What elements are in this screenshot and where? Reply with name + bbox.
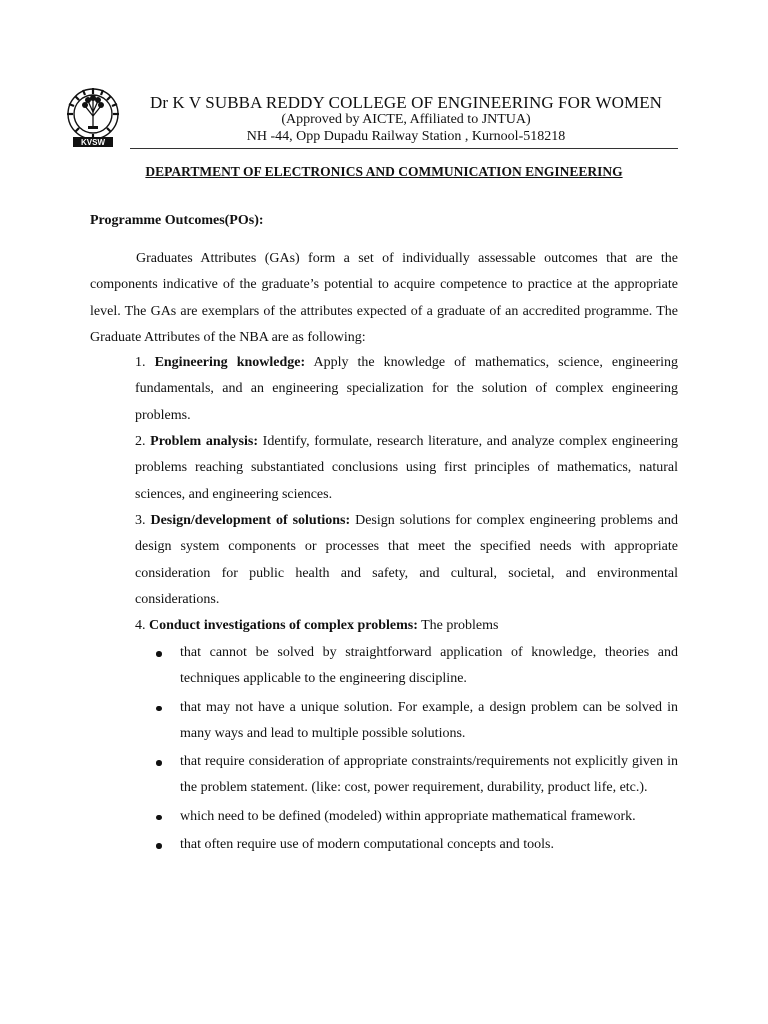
list-item [135,640,678,693]
list-item-text: that cannot be solved by straightforward application of knowledge, theories and techniques applicable to the engineering discipline. [180,645,678,687]
college-logo [64,86,122,148]
outcome-number: 4. [135,618,146,633]
bullet-icon [156,815,162,821]
intro-paragraph: Graduates Attributes (GAs) form a set of individually assessable outcomes that are the components indicative of the graduate’s potential to acquire competence to practice at the appropriate level. The GAs are exemplars of the attributes expected of a graduate of an accredited programme. The Graduate Attributes of the NBA are as following: [90,251,678,345]
bullet-icon [156,760,162,766]
outcome-text: Apply the knowledge of mathematics, science, engineering fundamentals, and an engineering specialization for the solution of complex engineering problems. [135,355,678,423]
outcome-item [135,613,678,639]
header-divider [130,148,678,149]
outcome-title: Conduct investigations of complex problems: [149,618,418,633]
outcome-text: Design solutions for complex engineering problems and design system components or processes that meet the specified needs with appropriate consideration for public health and safety, and cultural, societal, and environmental considerations. [135,513,678,607]
list-item [135,832,678,858]
bullet-icon [156,706,162,712]
outcome-text: The problems [421,618,499,633]
college-name: Dr K V SUBBA REDDY COLLEGE OF ENGINEERING FOR WOMEN [149,93,663,112]
list-item-text: that may not have a unique solution. For example, a design problem can be solved in many ways and lead to multiple possible solutions. [180,699,678,741]
list-item-text: that require consideration of appropriate constraints/requirements not explicitly given in the problem statement. (like: cost, power requirement, durability, product life, etc.). [180,754,678,796]
outcome-item [135,508,678,613]
section-heading: Programme Outcomes(POs): [90,213,264,228]
college-approval: (Approved by AICTE, Affiliated to JNTUA) [281,112,531,127]
outcome-title: Problem analysis: [150,434,259,449]
outcome-number: 2. [135,434,146,449]
outcome-number: 1. [135,355,146,370]
list-item-text: that often require use of modern computational concepts and tools. [180,837,555,853]
list-item [135,804,678,830]
list-item [135,749,678,802]
outcome-number: 3. [135,513,146,528]
problem-criteria-list [135,640,678,860]
bullet-icon [156,651,162,657]
bullet-icon [156,843,162,849]
college-address: NH -44, Opp Dupadu Railway Station , Kurnool-518218 [246,129,566,144]
outcome-item [135,429,678,508]
outcome-title: Engineering knowledge: [154,355,306,370]
list-item-text: which need to be defined (modeled) within appropriate mathematical framework. [180,808,636,824]
outcome-title: Design/development of solutions: [150,513,351,528]
outcome-text: Identify, formulate, research literature, and analyze complex engineering problems reaching substantiated conclusions using first principles of mathematics, natural sciences, and engineering sciences. [135,434,678,502]
list-item [135,695,678,748]
outcome-item [135,350,678,429]
department-title: DEPARTMENT OF ELECTRONICS AND COMMUNICATION ENGINEERING [145,164,623,179]
logo-text: KVSW [81,138,105,147]
